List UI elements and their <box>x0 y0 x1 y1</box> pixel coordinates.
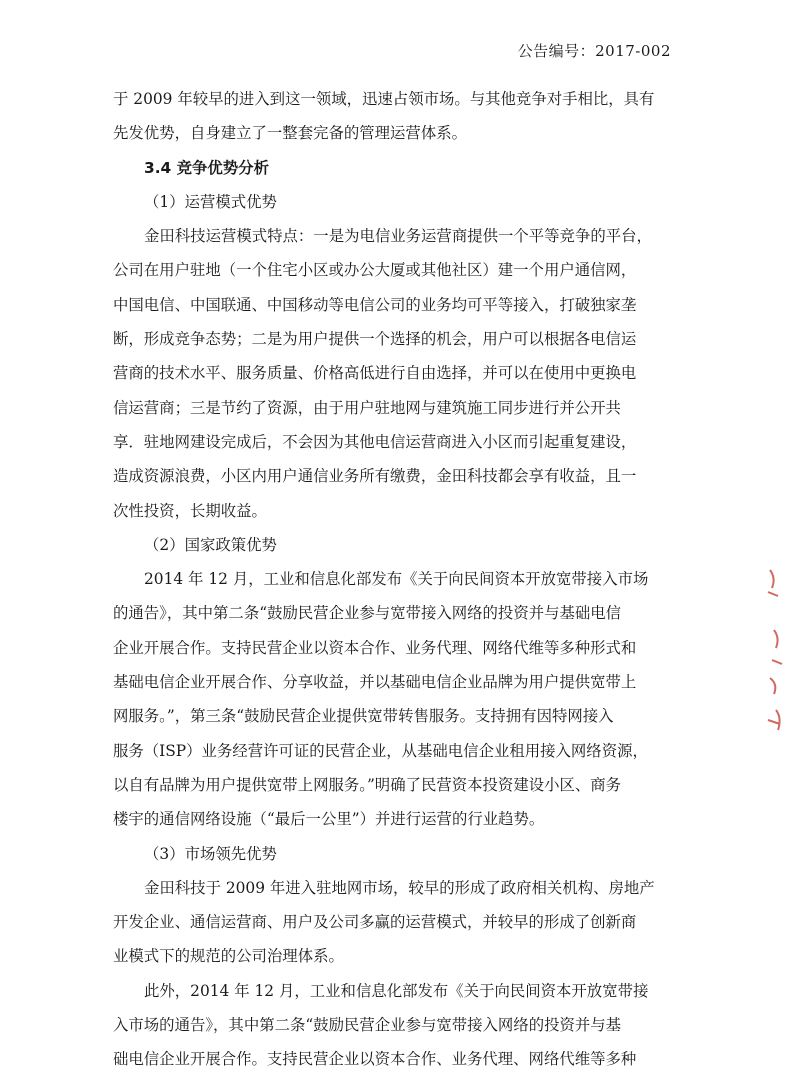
text-line: 的通告》，其中第二条“鼓励民营企业参与宽带接入网络的投资并与基础电信 <box>113 604 622 623</box>
announcement-number: 公告编号：2017-002 <box>517 42 671 60</box>
text-line: 先发优势，自身建立了一整套完备的管理运营体系。 <box>113 124 467 143</box>
text-line: 基础电信企业开展合作、分享收益，并以基础电信企业品牌为用户提供宽带上 <box>113 673 637 692</box>
section-heading: 3.4 竞争优势分析 <box>144 158 269 177</box>
text-line: 金田科技于 2009 年进入驻地网市场，较早的形成了政府相关机构、房地产 <box>144 878 655 897</box>
body-text <box>113 82 673 1077</box>
text-line: 础电信企业开展合作。支持民营企业以资本合作、业务代理、网络代维等多种 <box>113 1050 637 1069</box>
text-line: 营商的技术水平、服务质量、价格高低进行自由选择，并可以在使用中更换电 <box>113 364 637 383</box>
text-line: 享．驻地网建设完成后，不会因为其他电信运营商进入小区而引起重复建设， <box>113 432 637 451</box>
text-line: 断，形成竞争态势；二是为用户提供一个选择的机会，用户可以根据各电信运 <box>113 330 637 349</box>
text-line: 入市场的通告》，其中第二条“鼓励民营企业参与宽带接入网络的投资并与基 <box>113 1016 622 1035</box>
text-line: 网服务。”，第三条“鼓励民营企业提供宽带转售服务。支持拥有因特网接入 <box>113 707 614 726</box>
text-line: 公司在用户驻地（一个住宅小区或办公大厦或其他社区）建一个用户通信网， <box>113 261 637 280</box>
text-line: 业模式下的规范的公司治理体系。 <box>113 947 344 966</box>
text-line: 金田科技运营模式特点：一是为电信业务运营商提供一个平等竞争的平台， <box>144 227 652 246</box>
text-line: 次性投资，长期收益。 <box>113 501 267 520</box>
text-line: （2）国家政策优势 <box>144 535 277 554</box>
text-line: 开发企业、通信运营商、用户及公司多赢的运营模式，并较早的形成了创新商 <box>113 913 637 932</box>
text-line: 此外，2014 年 12 月，工业和信息化部发布《关于向民间资本开放宽带接 <box>144 981 649 1000</box>
text-line: 造成资源浪费，小区内用户通信业务所有缴费，金田科技都会享有收益，且一 <box>113 467 637 486</box>
text-line: （1）运营模式优势 <box>144 192 277 211</box>
text-line: （3）市场领先优势 <box>144 844 277 863</box>
text-line: 信运营商；三是节约了资源，由于用户驻地网与建筑施工同步进行并公开共 <box>113 398 621 417</box>
text-line: 以自有品牌为用户提供宽带上网服务。”明确了民营资本投资建设小区、商务 <box>113 775 622 794</box>
text-line: 于 2009 年较早的进入到这一领域，迅速占领市场。与其他竞争对手相比，具有 <box>113 90 655 108</box>
text-line: 楼宇的通信网络设施（“最后一公里”）并进行运营的行业趋势。 <box>113 810 545 829</box>
text-line: 服务（ISP）业务经营许可证的民营企业，从基础电信企业租用接入网络资源， <box>113 741 648 760</box>
seal-stamp <box>762 560 789 740</box>
text-line: 中国电信、中国联通、中国移动等电信公司的业务均可平等接入，打破独家垄 <box>113 295 637 314</box>
text-line: 企业开展合作。支持民营企业以资本合作、业务代理、网络代维等多种形式和 <box>113 638 637 657</box>
text-line: 2014 年 12 月，工业和信息化部发布《关于向民间资本开放宽带接入市场 <box>144 570 649 589</box>
